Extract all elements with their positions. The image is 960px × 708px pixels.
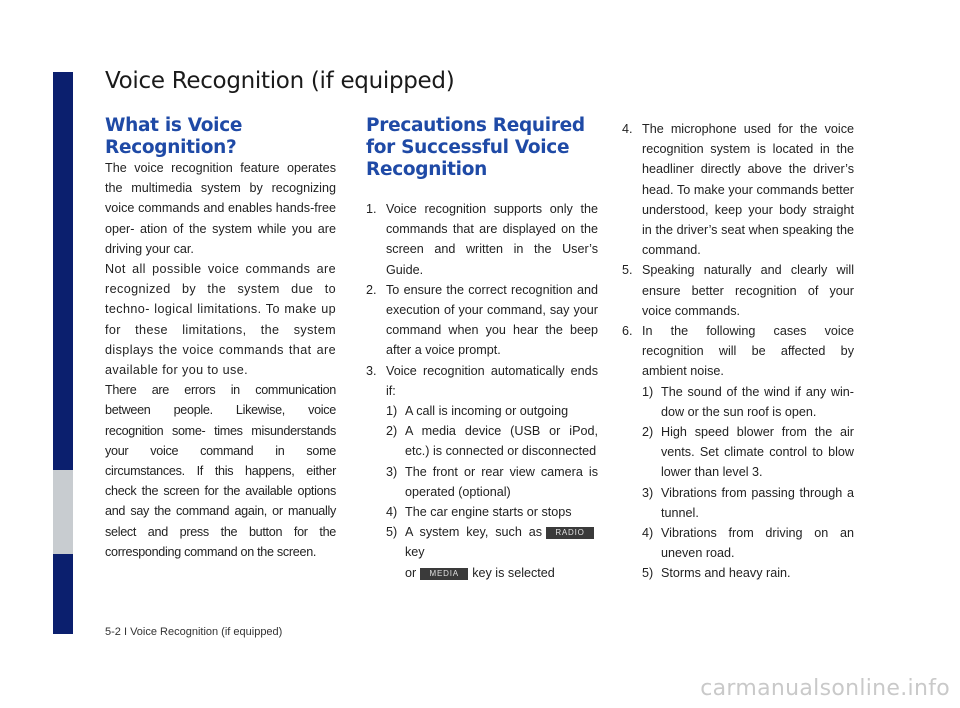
heading-line: Precautions Required	[366, 115, 585, 136]
sub-item	[622, 523, 854, 563]
intro-body	[105, 158, 336, 562]
sub-item-number: 4)	[386, 505, 398, 520]
sub-item-text: The sound of the wind if any win- dow or the sun roof is open.	[661, 384, 854, 419]
sub-item-text: A system key, such as	[405, 525, 542, 540]
item-text: The microphone used for the voice recognition system is located in the headliner directly above the driver’s head. To make your commands better understood, keep your body straight in the driver’s seat when speaking the command.	[642, 122, 854, 258]
media-key-icon: MEDIA	[420, 568, 468, 580]
sub-item-text: key	[405, 545, 425, 560]
heading-line: for Successful Voice	[366, 137, 570, 158]
watermark: carmanualsonline.info	[700, 676, 950, 701]
sub-item-text: The front or rear view camera is operated (optional)	[405, 464, 598, 499]
item-number: 5.	[622, 263, 633, 278]
sub-item	[622, 382, 854, 422]
sub-item	[622, 422, 854, 483]
item-number: 1.	[366, 202, 377, 216]
item-number: 4.	[622, 122, 633, 136]
sub-item	[622, 563, 854, 583]
sub-item-number: 1)	[386, 404, 398, 419]
sub-item-system-key	[366, 522, 598, 583]
paragraph: The voice recognition feature operates the multimedia system by recognizing voice commands and enables hands-free oper- ation of the system while you are driving your car.	[105, 161, 336, 256]
sub-item-number: 5)	[386, 525, 398, 540]
item-text: Voice recognition automatically ends if:	[386, 363, 598, 398]
sub-item-text: A call is incoming or outgoing	[405, 404, 569, 419]
precautions-list-continued	[622, 119, 854, 584]
sub-item	[366, 421, 598, 461]
sub-item-text: Vibrations from passing through a tunnel.	[661, 485, 854, 520]
section-heading-precautions	[366, 115, 606, 181]
list-item	[622, 260, 854, 321]
paragraph: There are errors in communication between people. Likewise, voice recognition some- times misunderstands your voice command in some circumstances. If this happens, either check the screen for the available options and say the command again, or manually select and press the button for the corresponding command on the screen.	[105, 383, 336, 559]
sub-item-number: 3)	[386, 464, 398, 479]
sub-item-number: 3)	[642, 485, 654, 500]
paragraph: Not all possible voice commands are recognized by the system due to techno- logical limitations. To make up for these limitations, the system displays the voice commands that are available for you to use.	[105, 262, 336, 378]
sub-item	[366, 502, 598, 522]
item-text: To ensure the correct recognition and execution of your command, say your command when you hear the beep after a voice prompt.	[386, 282, 598, 358]
sub-item-number: 1)	[642, 384, 654, 399]
list-item	[366, 280, 598, 361]
list-item	[622, 119, 854, 260]
item-number: 6.	[622, 324, 633, 339]
heading-line: Recognition	[366, 159, 487, 180]
sub-item-text: High speed blower from the air vents. Set climate control to blow lower than level 3.	[661, 425, 854, 480]
section-heading-what-is: What is Voice Recognition?	[105, 115, 243, 158]
sub-item-text: Storms and heavy rain.	[661, 566, 791, 581]
sub-item-text: Vibrations from driving on an uneven road.	[661, 526, 854, 561]
sub-item-text: The car engine starts or stops	[405, 505, 572, 520]
sub-item-text: or	[405, 565, 417, 580]
sub-item-text: A media device (USB or iPod, etc.) is connected or disconnected	[405, 424, 598, 459]
sub-item-text: key is selected	[472, 565, 555, 580]
page-footer: 5-2 I Voice Recognition (if equipped)	[105, 626, 283, 638]
page-title: Voice Recognition (if equipped)	[105, 68, 455, 94]
sub-item	[366, 401, 598, 421]
precautions-list	[366, 199, 598, 583]
item-number: 2.	[366, 282, 377, 297]
item-text: In the following cases voice recognition will be affected by ambient noise.	[642, 324, 854, 379]
list-item	[366, 361, 598, 401]
list-item	[622, 321, 854, 382]
radio-key-icon: RADIO	[546, 527, 594, 539]
item-number: 3.	[366, 363, 377, 378]
sub-item-number: 5)	[642, 566, 654, 581]
sub-item-number: 2)	[386, 424, 398, 439]
sub-item	[622, 483, 854, 523]
item-text: Speaking naturally and clearly will ensure better recognition of your voice commands.	[642, 263, 854, 318]
item-text: Voice recognition supports only the commands that are displayed on the screen and written in the User’s Guide.	[386, 202, 598, 277]
sidebar-gray-block	[53, 470, 73, 554]
sub-item-number: 2)	[642, 425, 654, 440]
sub-item	[366, 462, 598, 502]
sub-item-number: 4)	[642, 526, 654, 541]
list-item	[366, 199, 598, 280]
